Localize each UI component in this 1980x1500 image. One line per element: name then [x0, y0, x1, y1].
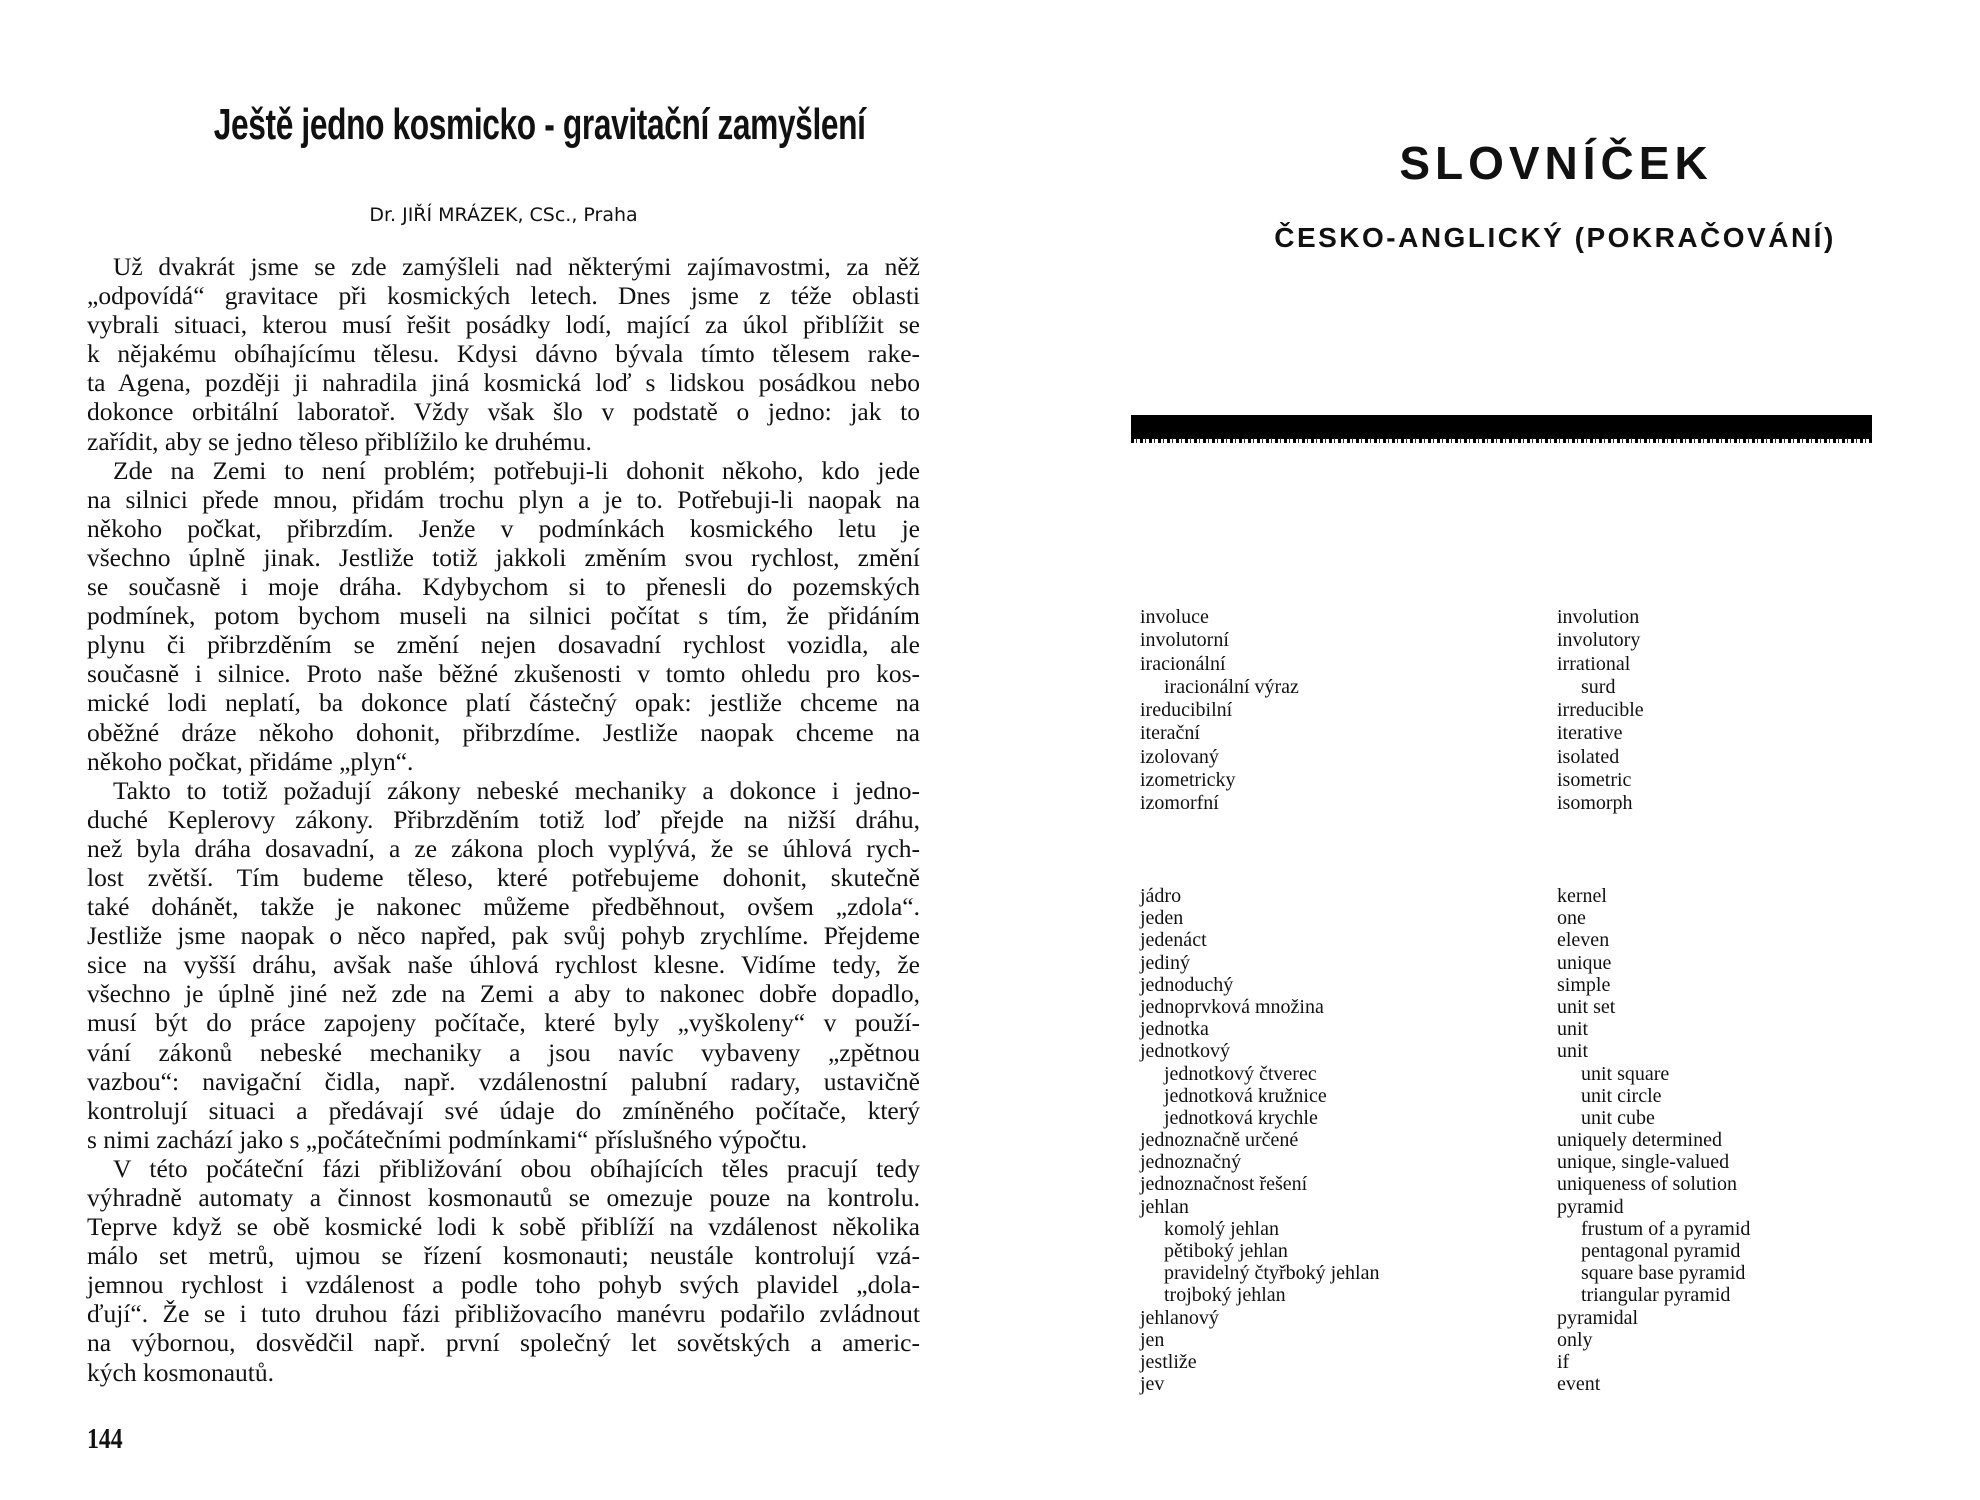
- dictionary-entry: [1140, 1373, 1880, 1395]
- dictionary-entry: [1140, 885, 1880, 907]
- article-title-text: Ještě jedno kosmicko - gravitační zamyšlení: [213, 100, 866, 149]
- paragraph-line: kých kosmonautů.: [87, 1357, 274, 1387]
- dictionary-section-i: [1140, 606, 1880, 816]
- paragraph-line: duché Keplerovy zákony. Přibrzděním totiž loď přejde na nižší dráhu,: [87, 804, 920, 834]
- paragraph-line: než byla dráha dosavadní, a ze zákona ploch vyplývá, že se úhlová rych-: [87, 833, 920, 863]
- paragraph-line: podmínek, potom bychom museli na silnici počítat s tím, že přidáním: [87, 601, 920, 631]
- dictionary-entry: [1140, 1151, 1880, 1173]
- paragraph-line: oběžné dráze někoho dohonit, přibrzdíme. Jestliže naopak chceme na: [87, 717, 920, 747]
- paragraph-line: Takto to totiž požadují zákony nebeské mechaniky a dokonce i jedno-: [113, 775, 920, 805]
- czech-term: involutorní: [1140, 629, 1229, 652]
- czech-term: jednotková krychle: [1164, 1106, 1318, 1129]
- paragraph-line: se současně i moje dráha. Kdybychom si to přenesli do pozemských: [87, 572, 920, 602]
- english-term: isolated: [1557, 745, 1620, 768]
- dictionary-entry: [1140, 1351, 1880, 1373]
- paragraph-line: ta Agena, později ji nahradila jiná kosmická loď s lidskou posádkou nebo: [87, 368, 920, 398]
- czech-term: jedenáct: [1140, 929, 1207, 952]
- czech-term: jednotkový: [1140, 1040, 1230, 1063]
- paragraph-line: mické lodi neplatí, ba dokonce platí částečný opak: jestliže chceme na: [87, 688, 920, 718]
- english-term: irrational: [1557, 652, 1631, 675]
- dictionary-entry: [1140, 676, 1880, 699]
- czech-term: jednoznačnost řešení: [1140, 1173, 1308, 1196]
- czech-term: jednoduchý: [1140, 973, 1234, 996]
- english-term: unit square: [1581, 1062, 1670, 1085]
- english-term: unit cube: [1581, 1106, 1655, 1129]
- czech-term: jednotková kružnice: [1164, 1084, 1327, 1107]
- dictionary-entry: [1140, 769, 1880, 792]
- paragraph-line: vání zákonů nebeské mechaniky a jsou navíc vybaveny „zpětnou: [87, 1037, 920, 1067]
- dictionary-entry: [1140, 1307, 1880, 1329]
- dictionary-entry: [1140, 722, 1880, 745]
- dictionary-subtitle: ČESKO-ANGLICKÝ (POKRAČOVÁNÍ): [1274, 222, 1836, 253]
- paragraph-line: také dohánět, takže je nakonec můžeme předběhnout, ovšem „zdola“.: [87, 892, 920, 922]
- paragraph-line: Teprve když se obě kosmické lodi k sobě přiblíží na vzdálenost několika: [87, 1212, 920, 1242]
- dictionary-entry: [1140, 1173, 1880, 1195]
- dictionary-entry: [1140, 1129, 1880, 1151]
- english-term: unit circle: [1581, 1084, 1662, 1107]
- dictionary-entry: [1140, 1107, 1880, 1129]
- paragraph-line: málo set metrů, ujmou se řízení kosmonauti; neustále kontrolují vzá-: [87, 1241, 920, 1271]
- dictionary-entry: [1140, 1284, 1880, 1306]
- paragraph-line: současně i silnice. Proto naše běžné zkušenosti v tomto ohledu pro kos-: [87, 659, 920, 689]
- english-term: if: [1557, 1350, 1570, 1373]
- paragraph-line: někoho počkat, přidáme „plyn“.: [87, 746, 414, 776]
- english-term: isometric: [1557, 769, 1632, 792]
- english-term: involutory: [1557, 629, 1641, 652]
- english-term: event: [1557, 1373, 1601, 1396]
- dictionary-entry: [1140, 1240, 1880, 1262]
- paragraph-line: všechno úplně jinak. Jestliže totiž jakkoli změním svou rychlost, změní: [87, 542, 920, 572]
- english-term: one: [1557, 907, 1586, 930]
- english-term: unit: [1557, 1018, 1589, 1041]
- paragraph-line: lost zvětší. Tím budeme těleso, které potřebujeme dohonit, skutečně: [87, 862, 920, 892]
- english-term: uniquely determined: [1557, 1129, 1722, 1152]
- dictionary-entry: [1140, 1063, 1880, 1085]
- czech-term: pětiboký jehlan: [1164, 1240, 1288, 1262]
- czech-term: involuce: [1140, 606, 1209, 628]
- paragraph-line: musí být do práce zapojeny počítače, které byly „vyškoleny“ v použí-: [87, 1008, 920, 1038]
- czech-term: jednoznačný: [1140, 1151, 1242, 1174]
- english-term: involution: [1557, 606, 1640, 628]
- czech-term: iracionální výraz: [1164, 675, 1299, 698]
- paragraph-line: výhradně automaty a činnost kosmonautů se omezuje pouze na kontrolu.: [87, 1183, 920, 1212]
- czech-term: pravidelný čtyřboký jehlan: [1164, 1262, 1380, 1285]
- czech-term: jestliže: [1140, 1350, 1197, 1373]
- czech-term: trojboký jehlan: [1164, 1284, 1286, 1307]
- english-term: only: [1557, 1328, 1593, 1351]
- paragraph-line: vybrali situaci, kterou musí řešit posádky lodí, mající za úkol přiblížit se: [87, 310, 920, 340]
- page-number: 144: [87, 1424, 123, 1455]
- czech-term: jednotkový čtverec: [1164, 1062, 1317, 1085]
- dictionary-entry: [1140, 792, 1880, 815]
- paragraph-line: kontrolují situaci a předávají své údaje do zmíněného počítače, který: [87, 1095, 920, 1125]
- article-body: [87, 252, 920, 1387]
- dictionary-entry: [1140, 1040, 1880, 1062]
- paragraph-line: sice na vyšší dráhu, avšak naše úhlová rychlost klesne. Vidíme tedy, že: [87, 950, 920, 980]
- paragraph-line: V této počáteční fázi přibližování obou obíhajících těles pracují tedy: [113, 1153, 920, 1183]
- czech-term: komolý jehlan: [1164, 1217, 1279, 1240]
- paragraph-line: někoho počkat, přibrzdím. Jenže v podmínkách kosmického letu je: [87, 513, 920, 543]
- czech-term: izomorfní: [1140, 792, 1219, 815]
- english-term: irreducible: [1557, 699, 1644, 722]
- czech-term: iterační: [1140, 722, 1200, 745]
- czech-term: jednoprvková množina: [1140, 995, 1324, 1018]
- english-term: frustum of a pyramid: [1581, 1217, 1751, 1240]
- article-author: Dr. JIŘÍ MRÁZEK, CSc., Praha: [369, 204, 638, 226]
- czech-term: jen: [1140, 1328, 1165, 1351]
- czech-term: jehlan: [1140, 1195, 1189, 1218]
- paragraph-line: Zde na Zemi to není problém; potřebuji-li dohonit někoho, kdo jede: [113, 455, 920, 485]
- dictionary-entry: [1140, 1329, 1880, 1351]
- dictionary-entry: [1140, 606, 1880, 629]
- paragraph-line: s nimi zachází jako s „počátečními podmínkami“ příslušného výpočtu.: [87, 1124, 808, 1154]
- english-term: unique, single-valued: [1557, 1151, 1730, 1174]
- dictionary-entry: [1140, 907, 1880, 929]
- english-term: unit set: [1557, 995, 1616, 1018]
- paragraph-line: na silnici přede mnou, přidám trochu plyn a je to. Potřebuji-li naopak na: [87, 484, 920, 514]
- czech-term: jeden: [1140, 907, 1184, 930]
- english-term: surd: [1581, 675, 1616, 698]
- english-term: square base pyramid: [1581, 1262, 1746, 1285]
- english-term: triangular pyramid: [1581, 1284, 1731, 1307]
- dictionary-entry: [1140, 699, 1880, 722]
- czech-term: jednotka: [1140, 1018, 1209, 1041]
- czech-term: jediný: [1140, 951, 1190, 974]
- czech-term: izolovaný: [1140, 745, 1219, 768]
- english-term: pentagonal pyramid: [1581, 1240, 1741, 1262]
- paragraph-line: Už dvakrát jsme se zde zamýšleli nad některými zajímavostmi, za něž: [113, 252, 920, 281]
- dictionary-entry: [1140, 952, 1880, 974]
- paragraph-line: jemnou rychlost i vzdálenost a podle toho pohyb svých plavidel „dola-: [87, 1270, 920, 1300]
- dictionary-entry: [1140, 629, 1880, 652]
- dictionary-entry: [1140, 929, 1880, 951]
- paragraph-line: k nějakému obíhajícímu tělesu. Kdysi dávno bývala tímto tělesem rake-: [87, 339, 920, 369]
- dictionary-entry: [1140, 1218, 1880, 1240]
- english-term: simple: [1557, 973, 1611, 996]
- czech-term: jednoznačně určené: [1140, 1129, 1299, 1152]
- english-term: uniqueness of solution: [1557, 1173, 1737, 1196]
- paragraph-line: ďují“. Že se i tuto druhou fázi přibližovacího manévru podařilo zvládnout: [87, 1299, 920, 1329]
- dictionary-section-j: [1140, 885, 1880, 1395]
- dictionary-entry: [1140, 1085, 1880, 1107]
- english-term: unit: [1557, 1040, 1589, 1063]
- english-term: isomorph: [1557, 792, 1633, 815]
- czech-term: jádro: [1140, 885, 1182, 907]
- paragraph-line: na výbornou, dosvědčil např. první společný let sovětských a americ-: [87, 1328, 920, 1358]
- paragraph-line: zařídit, aby se jedno těleso přiblížilo ke druhému.: [87, 426, 592, 456]
- article-title: [87, 100, 920, 150]
- dictionary-entry: [1140, 974, 1880, 996]
- paragraph-line: vazbou“: navigační čidla, např. vzdálenostní palubní radary, ustavičně: [87, 1066, 920, 1096]
- czech-term: izometricky: [1140, 769, 1236, 792]
- czech-term: ireducibilní: [1140, 699, 1233, 722]
- dictionary-entry: [1140, 996, 1880, 1018]
- czech-term: iracionální: [1140, 652, 1226, 675]
- decorative-black-bar: [1131, 415, 1872, 439]
- paragraph-line: „odpovídá“ gravitace při kosmických letech. Dnes jsme z téže oblasti: [87, 281, 920, 311]
- english-term: iterative: [1557, 722, 1623, 745]
- paragraph-line: všechno je úplně jiné než zde na Zemi a aby to nakonec dobře dopadlo,: [87, 979, 920, 1009]
- paragraph-line: dokonce orbitální laboratoř. Vždy však šlo v podstatě o jedno: jak to: [87, 397, 920, 427]
- paragraph-line: plynu či přibrzděním se změní nejen dosavadní rychlost vozidla, ale: [87, 630, 920, 660]
- dictionary-entry: [1140, 653, 1880, 676]
- english-term: unique: [1557, 951, 1612, 974]
- english-term: eleven: [1557, 929, 1610, 952]
- english-term: pyramidal: [1557, 1306, 1639, 1329]
- english-term: kernel: [1557, 885, 1607, 907]
- dictionary-entry: [1140, 1262, 1880, 1284]
- dictionary-title: SLOVNÍČEK: [1399, 137, 1713, 189]
- czech-term: jehlanový: [1140, 1306, 1219, 1329]
- dictionary-entry: [1140, 746, 1880, 769]
- dictionary-entry: [1140, 1018, 1880, 1040]
- english-term: pyramid: [1557, 1195, 1624, 1218]
- czech-term: jev: [1140, 1373, 1165, 1396]
- paragraph-line: Jestliže jsme naopak o něco napřed, pak svůj pohyb zrychlíme. Přejdeme: [87, 921, 920, 951]
- dictionary-entry: [1140, 1196, 1880, 1218]
